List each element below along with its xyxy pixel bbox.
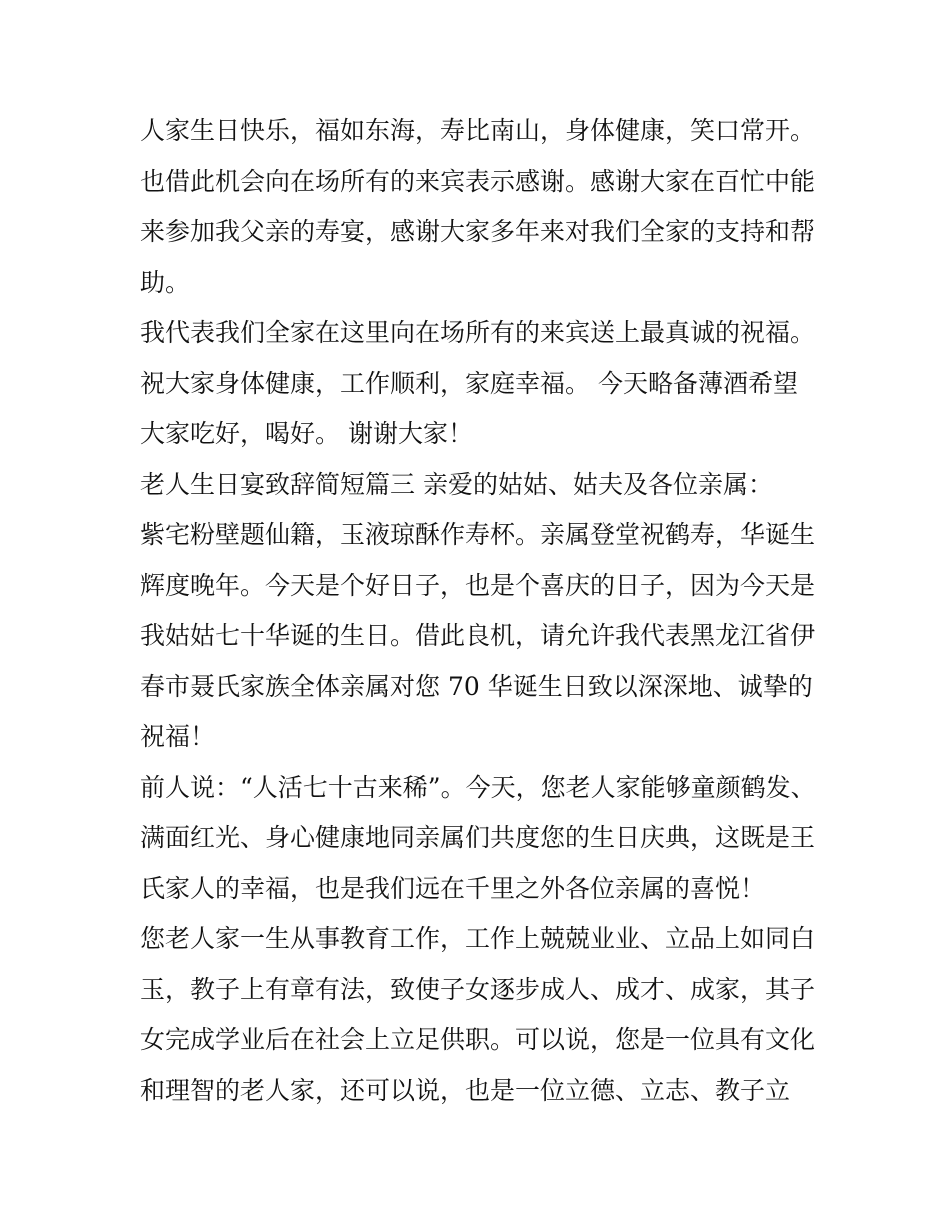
text-line: 大家吃好，喝好。 谢谢大家！ [140, 419, 473, 448]
text-line: 也借此机会向在场所有的来宾表示感谢。感谢大家在百忙中能 [140, 166, 816, 196]
section-heading-line: 老人生日宴致辞简短篇三 亲爱的姑姑、姑夫及各位亲属： [140, 469, 773, 499]
text-line: 前人说：“人活七十古来稀”。今天，您老人家能够童颜鹤发、 [140, 772, 816, 802]
text-line: 祝大家身体健康，工作顺利，家庭幸福。 今天略备薄酒希望 [140, 368, 798, 398]
body-text [140, 106, 830, 1116]
text-line: 春市聂氏家族全体亲属对您 70 华诞生日致以深深地、诚挚的 [140, 671, 813, 701]
text-line: 辉度晚年。今天是个好日子，也是个喜庆的日子，因为今天是 [140, 570, 816, 600]
text-line: 玉，教子上有章有法，致使子女逐步成人、成才、成家，其子 [140, 974, 816, 1004]
text-line: 氏家人的幸福，也是我们远在千里之外各位亲属的喜悦！ [140, 873, 766, 903]
text-line: 我代表我们全家在这里向在场所有的来宾送上最真诚的祝福。 [140, 318, 816, 347]
text-line: 您老人家一生从事教育工作，工作上兢兢业业、立品上如同白 [140, 924, 816, 953]
text-line: 满面红光、身心健康地同亲属们共度您的生日庆典，这既是王 [140, 823, 816, 852]
text-line: 人家生日快乐，福如东海，寿比南山，身体健康，笑口常开。 [140, 116, 816, 145]
text-line: 紫宅粉壁题仙籍，玉液琼酥作寿杯。亲属登堂祝鹤寿，华诞生 [140, 520, 816, 549]
text-line: 女完成学业后在社会上立足供职。可以说，您是一位具有文化 [140, 1025, 816, 1054]
text-line: 祝福！ [140, 722, 216, 751]
text-line: 和理智的老人家，还可以说，也是一位立德、立志、教子立 [140, 1075, 791, 1105]
text-line: 来参加我父亲的寿宴，感谢大家多年来对我们全家的支持和帮 [140, 217, 816, 246]
text-line: 助。 [140, 267, 191, 297]
text-line: 我姑姑七十华诞的生日。借此良机，请允许我代表黑龙江省伊 [140, 621, 816, 650]
